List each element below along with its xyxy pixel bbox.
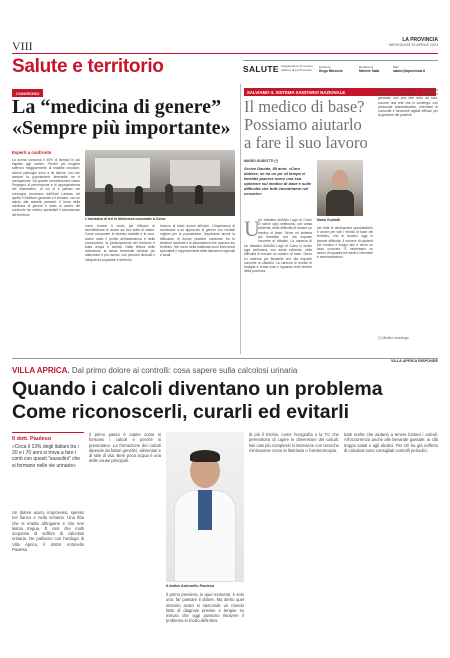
right-title-1: Il medico di base?: [244, 97, 365, 116]
left-body-col2: come trovare il modo più efficace di sensibilizzare le donne sul loro stato di salute. Come conoscere le diverse malattie e le cure, anche sotto il profilo dell'assistenza e della prevenzione, la partecipazione del territorio è stata ampia e sentita. Dalla lettura delle indicazioni, la salute femminile richiede più attenzione e più risorse, con percorsi dedicati e integrati tra ospedale e territorio.: [85, 224, 155, 262]
bottom-photo-caption: Il dottor Antonello Pauleso: [166, 584, 215, 588]
bottom-title-2: Come riconoscerli, curarli ed evitarli: [12, 401, 350, 423]
masthead: LA PROVINCIA: [402, 37, 438, 43]
right-byline: MARIO GUIDOTTI (*): [244, 159, 279, 163]
right-tag: SALVIAMO IL SISTEMA SANITARIO NAZIONALE: [244, 88, 436, 96]
salute-box: [243, 60, 438, 82]
mail-label: Mail: [393, 65, 399, 69]
bottom-body-col3: Il primo pensiero, in quei momenti, è solo uno: far passare il dolore. Ma dietro quel sintomo acuto si nasconde un mondo fatto di diagnosi precise e terapie su misura che oggi possono risolvere il problema in modo definitivo.: [166, 592, 244, 624]
doctor-quote: «Circa il 13% degli italiani tra i 20 e i 70 anni si trova a fare i conti con questi “sassolini” che si formano nelle vie urinarie»: [12, 444, 81, 469]
bottom-title-1: Quando i calcoli diventano un problema: [12, 378, 383, 400]
quote-box: [12, 432, 84, 508]
right-body-col3: Uno tanto del contributo dei medici in questi anni. Il medico di medicina generale non può fare tutto da solo: occorre una rete che lo sostenga, con personale amministrativo, infermieri di comunità e strumenti digitali efficaci per la gestione dei pazienti.: [378, 88, 438, 118]
left-title-2: «Sempre più importante»: [12, 117, 231, 139]
page-number: VIII: [12, 39, 33, 53]
bottom-tag-bar: [12, 358, 438, 359]
kicker-text: Dal primo dolore ai controlli: cosa sapere sulla calcolosi urinaria: [69, 366, 298, 375]
author-name: Mario Guidotti: [317, 218, 340, 222]
salute-supplement: Supplemento al numero odierno di La Provincia: [281, 64, 313, 72]
right-title-2: Possiamo aiutarlo: [244, 115, 362, 134]
right-body-col2: per tutte le declinazioni specialistiche e anche per tutti i medici di base del territorio, che si trovano oggi in grande difficoltà. Il numero di pazienti per medico è troppo alto e serve un aiuto concreto. È necessario un lavoro di squadra tra medici, infermieri e amministrazioni.: [317, 226, 373, 260]
bottom-tag: VILLA APRICA RISPONDE: [390, 359, 438, 363]
doctor-photo: [166, 432, 244, 582]
right-body-col1: Un cittadino dell'Alto Lago di Como ci scrive ogni settimana, con ansia evidente, della difficoltà di trovare un medico di base. Serve un sistema più flessibile che dia risposte concrete ai cittadini. La carenza di: [258, 218, 312, 244]
director-name: Diego Minonzio: [319, 69, 343, 73]
left-tag: CONVEGNO: [12, 89, 43, 97]
right-title-3: a fare il suo lavoro: [244, 133, 368, 152]
mail-address: salute@laprovincia.it: [393, 69, 425, 73]
quote-top-rule: [12, 432, 84, 433]
left-photo-caption: L'iniziativa di ieri in biblioteca comunale a Como: [85, 217, 166, 221]
author-photo: [317, 160, 363, 216]
section-title: Salute e territorio: [12, 56, 164, 77]
left-body-col3: fotocon di tanto dolore all'inizio. L'importanza di avvicinarsi a un approccio di genere con risultati migliori per la popolazione. Importante anche la diffusione di buone pratiche condivise tra le strutture sanitarie e le associazioni che operano sul territorio. Nel corso della mattinata sono intervenuti specialisti e rappresentanti delle istituzioni regionali e locali.: [160, 224, 235, 258]
drop-cap: U: [244, 216, 260, 241]
bottom-body-col4: di più il rischio, come l'ecografia o la TC che permettono di capire le dimensioni dei calcoli. Nei casi più complessi si interviene con tecniche mininvasive come la litotrissia o l'ureteroscopia.: [249, 432, 339, 453]
bottom-body-col5: tutte scelte che aiutano a tenere lontani i calcoli. All'occorrenza anche alle bevande gassate, ai cibi troppo salati e agli alcolici. Per chi ha già sofferto di calcolosi sono consigliati controlli periodici.: [344, 432, 438, 453]
editor-name: Michele Sada: [359, 69, 380, 73]
right-body-col1b: Un cittadino dell'Alto Lago di Como ci scrive ogni settimana, con ansia evidente, della difficoltà di trovare un medico di base. Serve un sistema più flessibile che dia risposte concrete ai cittadini. La carenza di medici di famiglia è ormai nota e riguarda molti territori della provincia.: [244, 244, 312, 274]
page-date: MERCOLEDÌ 19 APRILE 2023: [389, 43, 438, 47]
bottom-body-col2: Il primo passo è capire come si formano i calcoli e perché si presentano. La formazione dei calcoli dipende da fattori genetici, alimentari e di stile di vita. Bere poca acqua è una delle cause principali.: [89, 432, 161, 464]
section-bar: [12, 53, 438, 54]
doctor-name: Il dott. Pauleso: [12, 436, 52, 442]
bottom-body-col1: Un dolore acuto, improvviso, spesso nel fianco e nella schiena. Una fitta che si irradia all'inguine e che non lascia tregua. È così che molti scoprono di soffrire di calcolosi urinaria. Ne parliamo con l'urologo di Villa Aprica, il dottor Antonello Pauleso.: [12, 510, 84, 553]
conference-photo: [85, 150, 235, 216]
kicker-villa-aprica: VILLA APRICA.: [12, 366, 70, 375]
editor-label: Redazione: [359, 65, 374, 69]
left-kicker: Esperti a confronto: [12, 150, 52, 155]
salute-logo: SALUTE: [243, 64, 279, 74]
left-title-1: La “medicina di genere”: [12, 96, 222, 118]
right-footnote: (*) Medico neurologo: [378, 336, 409, 340]
right-lead: Scrive Davide, 59 anni: «Caro dottore, se ha un po' di tempo ci farebbe piacere avere una sua opinione sul medico di base e sulle difficoltà che tutti incontriamo nel cercarlo»: [244, 166, 312, 196]
bottom-kicker: [12, 366, 297, 375]
right-column-divider: [240, 84, 241, 354]
director-label: Direttore: [319, 65, 331, 69]
left-body-col1: La donna consuma il 40% di farmaci in più rispetto agli uomini. Perché più longeve soffrono maggiormente di malattie croniche, alcune patologie sono a lei tipiche, ma non sempre la popolazione femminile ne è consapevole. Da queste considerazioni nasce l'impegno di prevenzione e di appropriatezza nel trattamento, di cui si è parlato nel convegno promosso dall'Asst Lariana. Ad aprirlo il Direttore generale e il sindaco, con un saluto alle autorità presenti. Il tema della medicina di genere è stato al centro del confronto tra medici, specialisti e associazioni del territorio.: [12, 158, 80, 217]
